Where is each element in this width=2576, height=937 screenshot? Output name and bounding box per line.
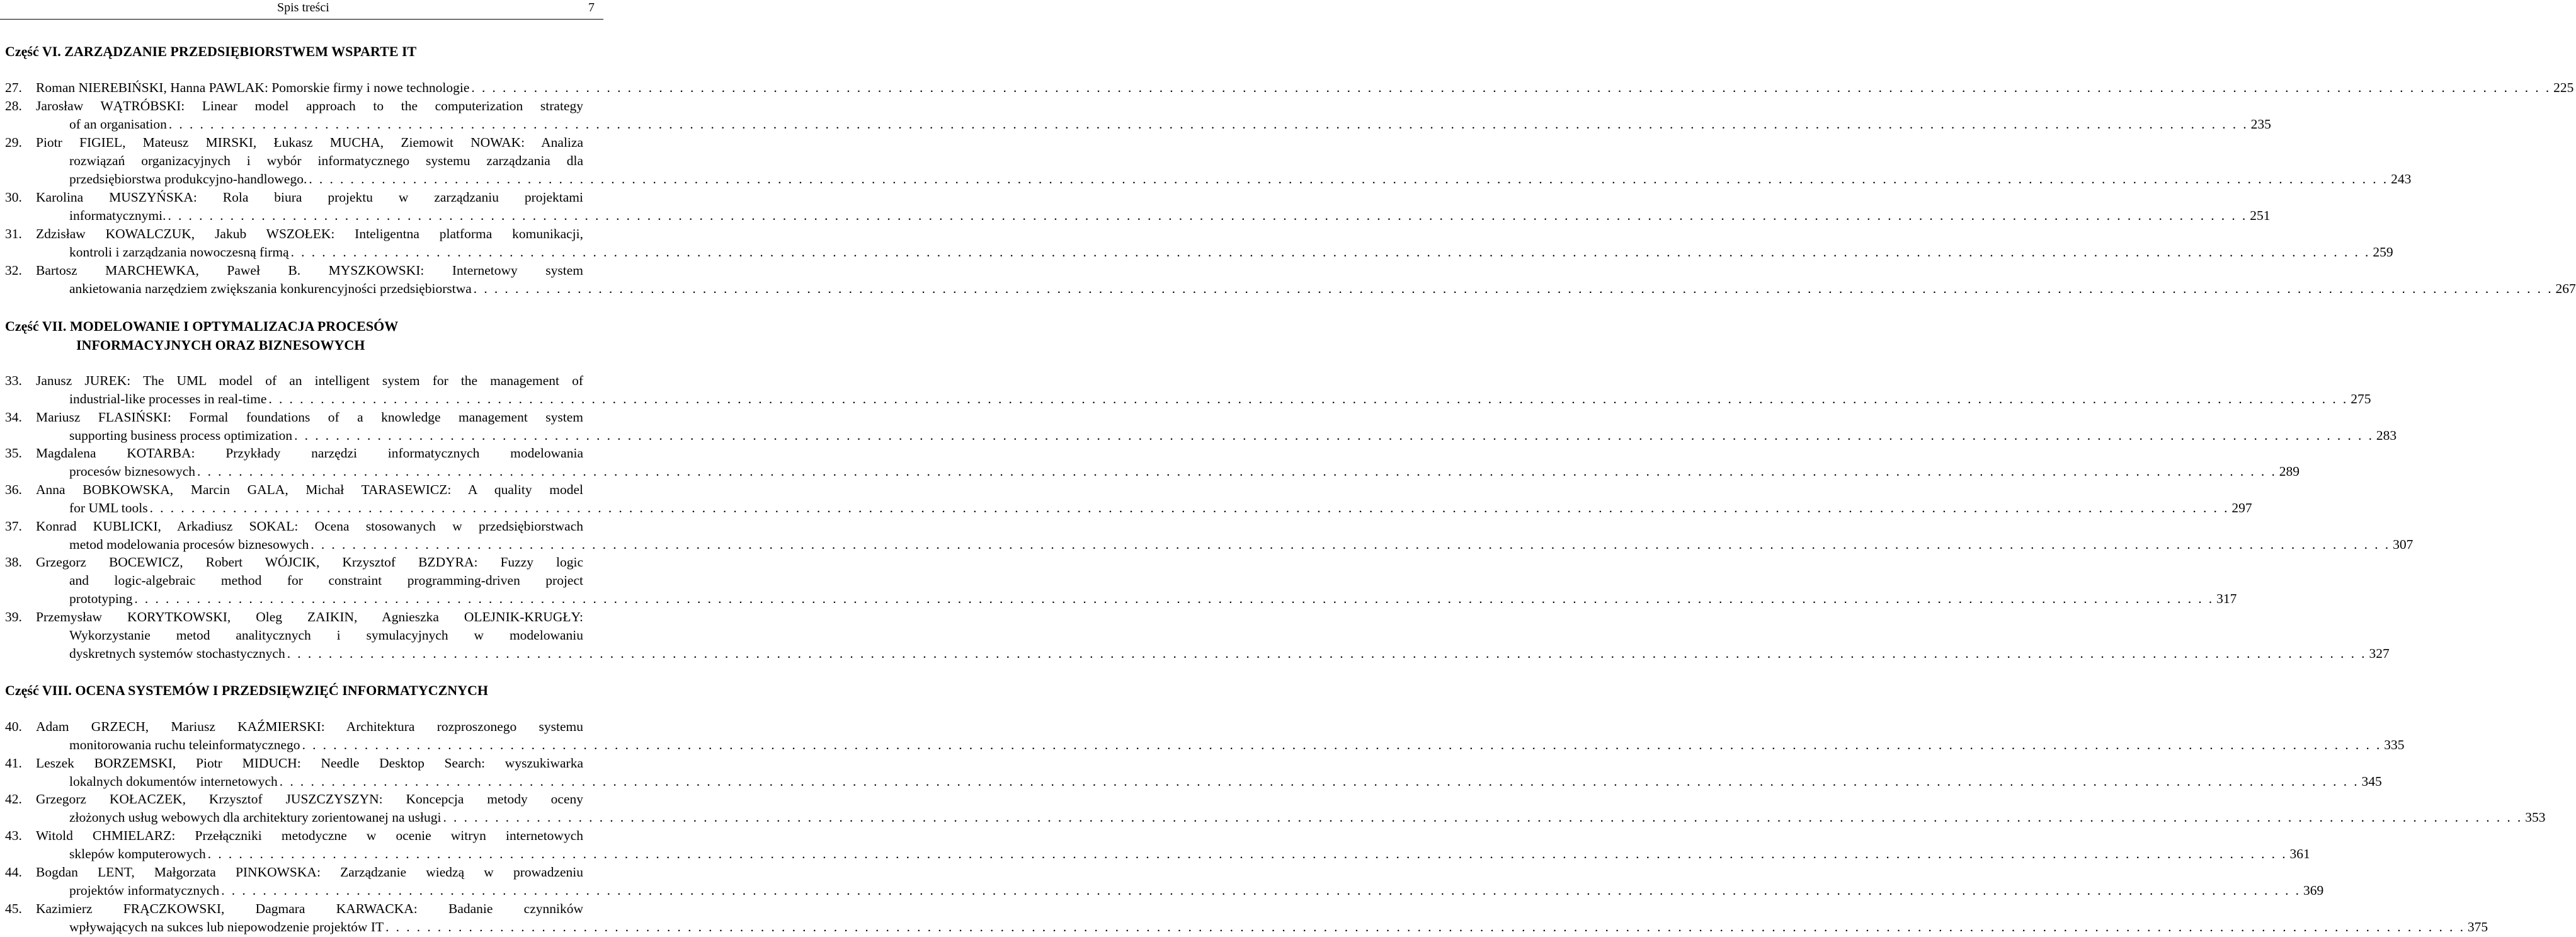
toc-entry-last-line <box>69 918 2488 936</box>
toc-entry-text: industrial-like processes in real-time <box>69 391 267 406</box>
toc-entry[interactable] <box>5 863 2324 900</box>
toc-entry-text: for UML tools <box>69 500 148 515</box>
toc-entry-number: 32. <box>5 263 22 278</box>
toc-entry-page: 297 <box>2231 500 2252 515</box>
toc-entry[interactable] <box>5 553 2237 608</box>
toc-entry-last-line <box>69 499 2252 517</box>
toc-entry-text: wpływających na sukces lub niepowodzenie projektów IT <box>69 919 384 934</box>
toc-entry[interactable] <box>5 517 2414 554</box>
toc-entry[interactable] <box>5 262 2576 298</box>
toc-entry-last-line <box>69 536 2414 554</box>
dot-leader: . . . . . . . . . . . . . . . . . . . . . . . . . . . . . . . . . . . . . . . . . . . . . . . . . . . . . . . . . . . . . . . . . . . . . . . . . . . . . . . . . . . . . . . . . . . . . . . . . . . . . . . . . . . . . . . . . . . . . . . . . . . . . . . . . . . . . . . . . . . . . . . . . . . . . . . . . . . . . . . . . . . . . . . . . . . . . . . . . . . . . . . . . . . . . . . . . . . . . . . . <box>294 427 2374 443</box>
toc-entry-page: 275 <box>2351 391 2371 406</box>
toc-entry-line: Witold CHMIELARZ: Przełączniki metodyczne w ocenie witryn internetowych <box>36 828 583 843</box>
toc-entry-line: Piotr FIGIEL, Mateusz MIRSKI, Łukasz MUCHA, Ziemowit NOWAK: Analiza <box>36 135 583 150</box>
toc-entry-page: 361 <box>2289 846 2310 861</box>
toc-entry-text: metod modelowania procesów biznesowych <box>69 536 309 552</box>
toc-entry[interactable] <box>5 79 2574 97</box>
toc-entry-line: Mariusz FLASIŃSKI: Formal foundations of a knowledge management system <box>36 410 583 425</box>
toc-entry-number: 36. <box>5 482 22 497</box>
part-label: Część VI. <box>5 43 61 59</box>
dot-leader: . . . . . . . . . . . . . . . . . . . . . . . . . . . . . . . . . . . . . . . . . . . . . . . . . . . . . . . . . . . . . . . . . . . . . . . . . . . . . . . . . . . . . . . . . . . . . . . . . . . . . . . . . . . . . . . . . . . . . . . . . . . . . . . . . . . . . . . . . . . . . . . . . . . . . . . . . . . . . . . . . . . . . . . . . . . . . . . . . . . . . . . . . . . . . . . . . . . . . . . . <box>473 280 2553 296</box>
dot-leader: . . . . . . . . . . . . . . . . . . . . . . . . . . . . . . . . . . . . . . . . . . . . . . . . . . . . . . . . . . . . . . . . . . . . . . . . . . . . . . . . . . . . . . . . . . . . . . . . . . . . . . . . . . . . . . . . . . . . . . . . . . . . . . . . . . . . . . . . . . . . . . . . . . . . . . . . . . . . . . . . . . . . . . . . . . . . . . . . . . . . . . . . . . . . . . . . . . . . . . . . <box>134 590 2214 606</box>
toc-entry-number: 43. <box>5 828 22 843</box>
toc-entry-line: Grzegorz BOCEWICZ, Robert WÓJCIK, Krzysztof BZDYRA: Fuzzy logic <box>36 555 583 570</box>
toc-entry[interactable] <box>5 754 2382 791</box>
toc-entry-text: of an organisation <box>69 116 167 132</box>
toc-entry-line: Bogdan LENT, Małgorzata PINKOWSKA: Zarządzanie wiedzą w prowadzeniu <box>36 865 583 880</box>
toc-entry-line: Leszek BORZEMSKI, Piotr MIDUCH: Needle Desktop Search: wyszukiwarka <box>36 756 583 771</box>
toc-entry-last-line <box>69 808 2546 827</box>
toc-entry-text: procesów biznesowych <box>69 463 196 479</box>
toc-entry-number: 38. <box>5 555 22 570</box>
toc-entry-text: ankietowania narzędziem zwiększania konkurencyjności przedsiębiorstwa <box>69 280 472 296</box>
toc-entry-number: 27. <box>5 80 22 95</box>
toc-entry[interactable] <box>5 97 2271 134</box>
toc-entry-number: 45. <box>5 901 22 916</box>
toc-entry-text: informatycznymi. <box>69 207 166 223</box>
toc-entry-number: 35. <box>5 446 22 461</box>
toc-entry-page: 225 <box>2553 80 2574 95</box>
toc-entry-page: 307 <box>2393 536 2414 552</box>
toc-entry[interactable] <box>5 481 2252 517</box>
toc-entry[interactable] <box>5 134 2412 188</box>
dot-leader: . . . . . . . . . . . . . . . . . . . . . . . . . . . . . . . . . . . . . . . . . . . . . . . . . . . . . . . . . . . . . . . . . . . . . . . . . . . . . . . . . . . . . . . . . . . . . . . . . . . . . . . . . . . . . . . . . . . . . . . . . . . . . . . . . . . . . . . . . . . . . . . . . . . . . . . . . . . . . . . . . . . . . . . . . . . . . . . . . . . . . . . . . . . . . . . . . . . . . . . . <box>443 809 2523 825</box>
toc-entry-page: 353 <box>2525 809 2546 825</box>
toc-entry-text: prototyping <box>69 590 133 606</box>
toc-entry-page: 259 <box>2373 244 2393 260</box>
dot-leader: . . . . . . . . . . . . . . . . . . . . . . . . . . . . . . . . . . . . . . . . . . . . . . . . . . . . . . . . . . . . . . . . . . . . . . . . . . . . . . . . . . . . . . . . . . . . . . . . . . . . . . . . . . . . . . . . . . . . . . . . . . . . . . . . . . . . . . . . . . . . . . . . . . . . . . . . . . . . . . . . . . . . . . . . . . . . . . . . . . . . . . . . . . . . . . . . . . . . . . . . <box>207 846 2288 861</box>
toc-entry-text: dyskretnych systemów stochastycznych <box>69 645 285 661</box>
toc-entry-page: 369 <box>2303 882 2324 898</box>
toc-entry-number: 39. <box>5 609 22 624</box>
dot-leader: . . . . . . . . . . . . . . . . . . . . . . . . . . . . . . . . . . . . . . . . . . . . . . . . . . . . . . . . . . . . . . . . . . . . . . . . . . . . . . . . . . . . . . . . . . . . . . . . . . . . . . . . . . . . . . . . . . . . . . . . . . . . . . . . . . . . . . . . . . . . . . . . . . . . . . . . . . . . . . . . . . . . . . . . . . . . . . . . . . . . . . . . . . . . . . . . . . . . . . . . <box>279 773 2359 789</box>
dot-leader: . . . . . . . . . . . . . . . . . . . . . . . . . . . . . . . . . . . . . . . . . . . . . . . . . . . . . . . . . . . . . . . . . . . . . . . . . . . . . . . . . . . . . . . . . . . . . . . . . . . . . . . . . . . . . . . . . . . . . . . . . . . . . . . . . . . . . . . . . . . . . . . . . . . . . . . . . . . . . . . . . . . . . . . . . . . . . . . . . . . . . . . . . . . . . . . . . . . . . . . . <box>385 919 2465 934</box>
toc-entry-last-line <box>69 773 2382 791</box>
toc-entry-text: sklepów komputerowych <box>69 846 206 861</box>
dot-leader: . . . . . . . . . . . . . . . . . . . . . . . . . . . . . . . . . . . . . . . . . . . . . . . . . . . . . . . . . . . . . . . . . . . . . . . . . . . . . . . . . . . . . . . . . . . . . . . . . . . . . . . . . . . . . . . . . . . . . . . . . . . . . . . . . . . . . . . . . . . . . . . . . . . . . . . . . . . . . . . . . . . . . . . . . . . . . . . . . . . . . . . . . . . . . . . . . . . . . . . . <box>168 207 2248 223</box>
toc-entry[interactable] <box>5 408 2397 445</box>
dot-leader: . . . . . . . . . . . . . . . . . . . . . . . . . . . . . . . . . . . . . . . . . . . . . . . . . . . . . . . . . . . . . . . . . . . . . . . . . . . . . . . . . . . . . . . . . . . . . . . . . . . . . . . . . . . . . . . . . . . . . . . . . . . . . . . . . . . . . . . . . . . . . . . . . . . . . . . . . . . . . . . . . . . . . . . . . . . . . . . . . . . . . . . . . . . . . . . . . . . . . . . . <box>309 171 2389 187</box>
toc-entry-text: monitorowania ruchu teleinformatycznego <box>69 737 300 752</box>
toc-entry-number: 41. <box>5 756 22 771</box>
toc-entry-number: 42. <box>5 791 22 807</box>
part-title: OCENA SYSTEMÓW I PRZEDSIĘWZIĘĆ INFORMATYCZNYCH <box>75 682 489 698</box>
toc-entry[interactable] <box>5 718 2405 754</box>
dot-leader: . . . . . . . . . . . . . . . . . . . . . . . . . . . . . . . . . . . . . . . . . . . . . . . . . . . . . . . . . . . . . . . . . . . . . . . . . . . . . . . . . . . . . . . . . . . . . . . . . . . . . . . . . . . . . . . . . . . . . . . . . . . . . . . . . . . . . . . . . . . . . . . . . . . . . . . . . . . . . . . . . . . . . . . . . . . . . . . . . . . . . . . . . . . . . . . . . . . . . . . . <box>287 645 2367 661</box>
toc-entry-page: 235 <box>2250 116 2271 132</box>
toc-entry-last-line <box>69 243 2393 262</box>
toc-entry-line: Konrad KUBLICKI, Arkadiusz SOKAL: Ocena stosowanych w przedsiębiorstwach <box>36 519 583 534</box>
toc-entry-last-line <box>69 463 2300 481</box>
dot-leader: . . . . . . . . . . . . . . . . . . . . . . . . . . . . . . . . . . . . . . . . . . . . . . . . . . . . . . . . . . . . . . . . . . . . . . . . . . . . . . . . . . . . . . . . . . . . . . . . . . . . . . . . . . . . . . . . . . . . . . . . . . . . . . . . . . . . . . . . . . . . . . . . . . . . . . . . . . . . . . . . . . . . . . . . . . . . . . . . . . . . . . . . . . . . . . . . . . . . . . . . <box>471 80 2551 95</box>
toc-entry-number: 34. <box>5 410 22 425</box>
toc-entry-page: 317 <box>2216 590 2237 606</box>
toc-entry-last-line <box>69 736 2405 754</box>
toc-entry-line: Bartosz MARCHEWKA, Paweł B. MYSZKOWSKI: Internetowy system <box>36 263 583 278</box>
part-title-line-2: INFORMACYJNYCH ORAZ BIZNESOWYCH <box>76 337 365 353</box>
toc-entry-page: 335 <box>2384 737 2405 752</box>
toc-entry-number: 29. <box>5 135 22 150</box>
dot-leader: . . . . . . . . . . . . . . . . . . . . . . . . . . . . . . . . . . . . . . . . . . . . . . . . . . . . . . . . . . . . . . . . . . . . . . . . . . . . . . . . . . . . . . . . . . . . . . . . . . . . . . . . . . . . . . . . . . . . . . . . . . . . . . . . . . . . . . . . . . . . . . . . . . . . . . . . . . . . . . . . . . . . . . . . . . . . . . . . . . . . . . . . . . . . . . . . . . . . . . . . <box>311 536 2391 552</box>
toc-entry-line: Anna BOBKOWSKA, Marcin GALA, Michał TARASEWICZ: A quality model <box>36 482 583 497</box>
dot-leader: . . . . . . . . . . . . . . . . . . . . . . . . . . . . . . . . . . . . . . . . . . . . . . . . . . . . . . . . . . . . . . . . . . . . . . . . . . . . . . . . . . . . . . . . . . . . . . . . . . . . . . . . . . . . . . . . . . . . . . . . . . . . . . . . . . . . . . . . . . . . . . . . . . . . . . . . . . . . . . . . . . . . . . . . . . . . . . . . . . . . . . . . . . . . . . . . . . . . . . . . <box>221 882 2301 898</box>
toc-entry-line: Janusz JUREK: The UML model of an intelligent system for the management of <box>36 373 583 388</box>
part-heading-7 <box>5 317 591 355</box>
toc-entry-line: Przemysław KORYTKOWSKI, Oleg ZAIKIN, Agnieszka OLEJNIK-KRUGŁY: <box>36 609 583 624</box>
toc-entry-number: 31. <box>5 226 22 241</box>
part-heading-6 <box>5 42 591 61</box>
dot-leader: . . . . . . . . . . . . . . . . . . . . . . . . . . . . . . . . . . . . . . . . . . . . . . . . . . . . . . . . . . . . . . . . . . . . . . . . . . . . . . . . . . . . . . . . . . . . . . . . . . . . . . . . . . . . . . . . . . . . . . . . . . . . . . . . . . . . . . . . . . . . . . . . . . . . . . . . . . . . . . . . . . . . . . . . . . . . . . . . . . . . . . . . . . . . . . . . . . . . . . . . <box>149 500 2230 515</box>
part-heading-8 <box>5 681 591 700</box>
toc-entry[interactable] <box>5 225 2393 262</box>
toc-entry-text: złożonych usług webowych dla architektury zorientowanej na usługi <box>69 809 442 825</box>
toc-entry-last-line <box>69 390 2371 408</box>
toc-entry-last-line <box>69 115 2271 134</box>
toc-entry-last-line <box>69 645 2390 663</box>
toc-entry-text: Roman NIEREBIŃSKI, Hanna PAWLAK: Pomorskie firmy i nowe technologie <box>36 80 470 95</box>
part-title: MODELOWANIE I OPTYMALIZACJA PROCESÓW <box>69 318 399 334</box>
toc-entry-line: Grzegorz KOŁACZEK, Krzysztof JUSZCZYSZYN: Koncepcja metody oceny <box>36 791 583 807</box>
toc-entry-last-line <box>69 845 2310 863</box>
toc-entry-text: przedsiębiorstwa produkcyjno-handlowego. <box>69 171 307 187</box>
toc-entry-last-line <box>69 882 2324 900</box>
toc-entry-last-line <box>69 590 2237 608</box>
part-label: Część VII. <box>5 318 67 334</box>
toc-entry-line: rozwiązań organizacyjnych i wybór informatycznego systemu zarządzania dla <box>69 152 583 168</box>
toc-entry[interactable] <box>5 608 2390 663</box>
toc-entry-page: 243 <box>2391 171 2412 187</box>
toc-entry-page: 289 <box>2279 463 2300 479</box>
toc-entry[interactable] <box>5 827 2310 863</box>
toc-entry-last-line <box>69 207 2271 225</box>
toc-entry-text: supporting business process optimization <box>69 427 293 443</box>
toc-entry-line: Karolina MUSZYŃSKA: Rola biura projektu w zarządzaniu projektami <box>36 190 583 205</box>
part-title: ZARZĄDZANIE PRZEDSIĘBIORSTWEM WSPARTE IT <box>64 43 417 59</box>
toc-entry-last-line <box>69 280 2576 298</box>
toc-entry-line: Kazimierz FRĄCZKOWSKI, Dagmara KARWACKA: Badanie czynników <box>36 901 583 916</box>
toc-entry[interactable] <box>5 444 2300 481</box>
header-rule <box>0 19 603 20</box>
toc-entry-line: Jarosław WĄTRÓBSKI: Linear model approach to the computerization strategy <box>36 98 583 113</box>
dot-leader: . . . . . . . . . . . . . . . . . . . . . . . . . . . . . . . . . . . . . . . . . . . . . . . . . . . . . . . . . . . . . . . . . . . . . . . . . . . . . . . . . . . . . . . . . . . . . . . . . . . . . . . . . . . . . . . . . . . . . . . . . . . . . . . . . . . . . . . . . . . . . . . . . . . . . . . . . . . . . . . . . . . . . . . . . . . . . . . . . . . . . . . . . . . . . . . . . . . . . . . . <box>168 116 2248 132</box>
toc-entry-text: projektów informatycznych <box>69 882 220 898</box>
toc-entry-page: 283 <box>2376 427 2397 443</box>
toc-entry-number: 37. <box>5 519 22 534</box>
toc-entry-text: kontroli i zarządzania nowoczesną firmą <box>69 244 289 260</box>
toc-entry-page: 345 <box>2361 773 2382 789</box>
toc-entry-last-line <box>69 427 2397 445</box>
toc-entry-number: 30. <box>5 190 22 205</box>
toc-entry-page: 251 <box>2250 207 2271 223</box>
running-header-title: Spis treści <box>277 1 329 14</box>
toc-entry-number: 44. <box>5 865 22 880</box>
toc-entry-page: 267 <box>2555 280 2576 296</box>
dot-leader: . . . . . . . . . . . . . . . . . . . . . . . . . . . . . . . . . . . . . . . . . . . . . . . . . . . . . . . . . . . . . . . . . . . . . . . . . . . . . . . . . . . . . . . . . . . . . . . . . . . . . . . . . . . . . . . . . . . . . . . . . . . . . . . . . . . . . . . . . . . . . . . . . . . . . . . . . . . . . . . . . . . . . . . . . . . . . . . . . . . . . . . . . . . . . . . . . . . . . . . . <box>302 737 2382 752</box>
dot-leader: . . . . . . . . . . . . . . . . . . . . . . . . . . . . . . . . . . . . . . . . . . . . . . . . . . . . . . . . . . . . . . . . . . . . . . . . . . . . . . . . . . . . . . . . . . . . . . . . . . . . . . . . . . . . . . . . . . . . . . . . . . . . . . . . . . . . . . . . . . . . . . . . . . . . . . . . . . . . . . . . . . . . . . . . . . . . . . . . . . . . . . . . . . . . . . . . . . . . . . . . <box>290 244 2371 260</box>
toc-entry-line: Wykorzystanie metod analitycznych i symulacyjnych w modelowaniu <box>69 627 583 643</box>
toc-entry[interactable] <box>5 900 2488 936</box>
part-label: Część VIII. <box>5 682 72 698</box>
toc-entry-last-line <box>36 79 2574 97</box>
toc-entry-page: 327 <box>2369 645 2390 661</box>
toc-entry[interactable] <box>5 188 2271 225</box>
toc-entry-page: 375 <box>2467 919 2488 934</box>
toc-entry-line: and logic-algebraic method for constraint programming-driven project <box>69 572 583 588</box>
page-header <box>0 0 605 16</box>
page-number: 7 <box>588 1 595 14</box>
dot-leader: . . . . . . . . . . . . . . . . . . . . . . . . . . . . . . . . . . . . . . . . . . . . . . . . . . . . . . . . . . . . . . . . . . . . . . . . . . . . . . . . . . . . . . . . . . . . . . . . . . . . . . . . . . . . . . . . . . . . . . . . . . . . . . . . . . . . . . . . . . . . . . . . . . . . . . . . . . . . . . . . . . . . . . . . . . . . . . . . . . . . . . . . . . . . . . . . . . . . . . . . <box>197 463 2277 479</box>
toc-entry-text: lokalnych dokumentów internetowych <box>69 773 278 789</box>
toc-entry[interactable] <box>5 790 2546 827</box>
toc-entry-number: 40. <box>5 719 22 734</box>
toc-entry[interactable] <box>5 372 2371 408</box>
toc-entry-line: Adam GRZECH, Mariusz KAŹMIERSKI: Architektura rozproszonego systemu <box>36 719 583 734</box>
toc-entry-last-line <box>69 170 2412 188</box>
toc-entry-number: 33. <box>5 373 22 388</box>
dot-leader: . . . . . . . . . . . . . . . . . . . . . . . . . . . . . . . . . . . . . . . . . . . . . . . . . . . . . . . . . . . . . . . . . . . . . . . . . . . . . . . . . . . . . . . . . . . . . . . . . . . . . . . . . . . . . . . . . . . . . . . . . . . . . . . . . . . . . . . . . . . . . . . . . . . . . . . . . . . . . . . . . . . . . . . . . . . . . . . . . . . . . . . . . . . . . . . . . . . . . . . . <box>268 391 2349 406</box>
toc-entry-number: 28. <box>5 98 22 113</box>
toc-entry-line: Zdzisław KOWALCZUK, Jakub WSZOŁEK: Inteligentna platforma komunikacji, <box>36 226 583 241</box>
toc-entry-line: Magdalena KOTARBA: Przykłady narzędzi informatycznych modelowania <box>36 446 583 461</box>
